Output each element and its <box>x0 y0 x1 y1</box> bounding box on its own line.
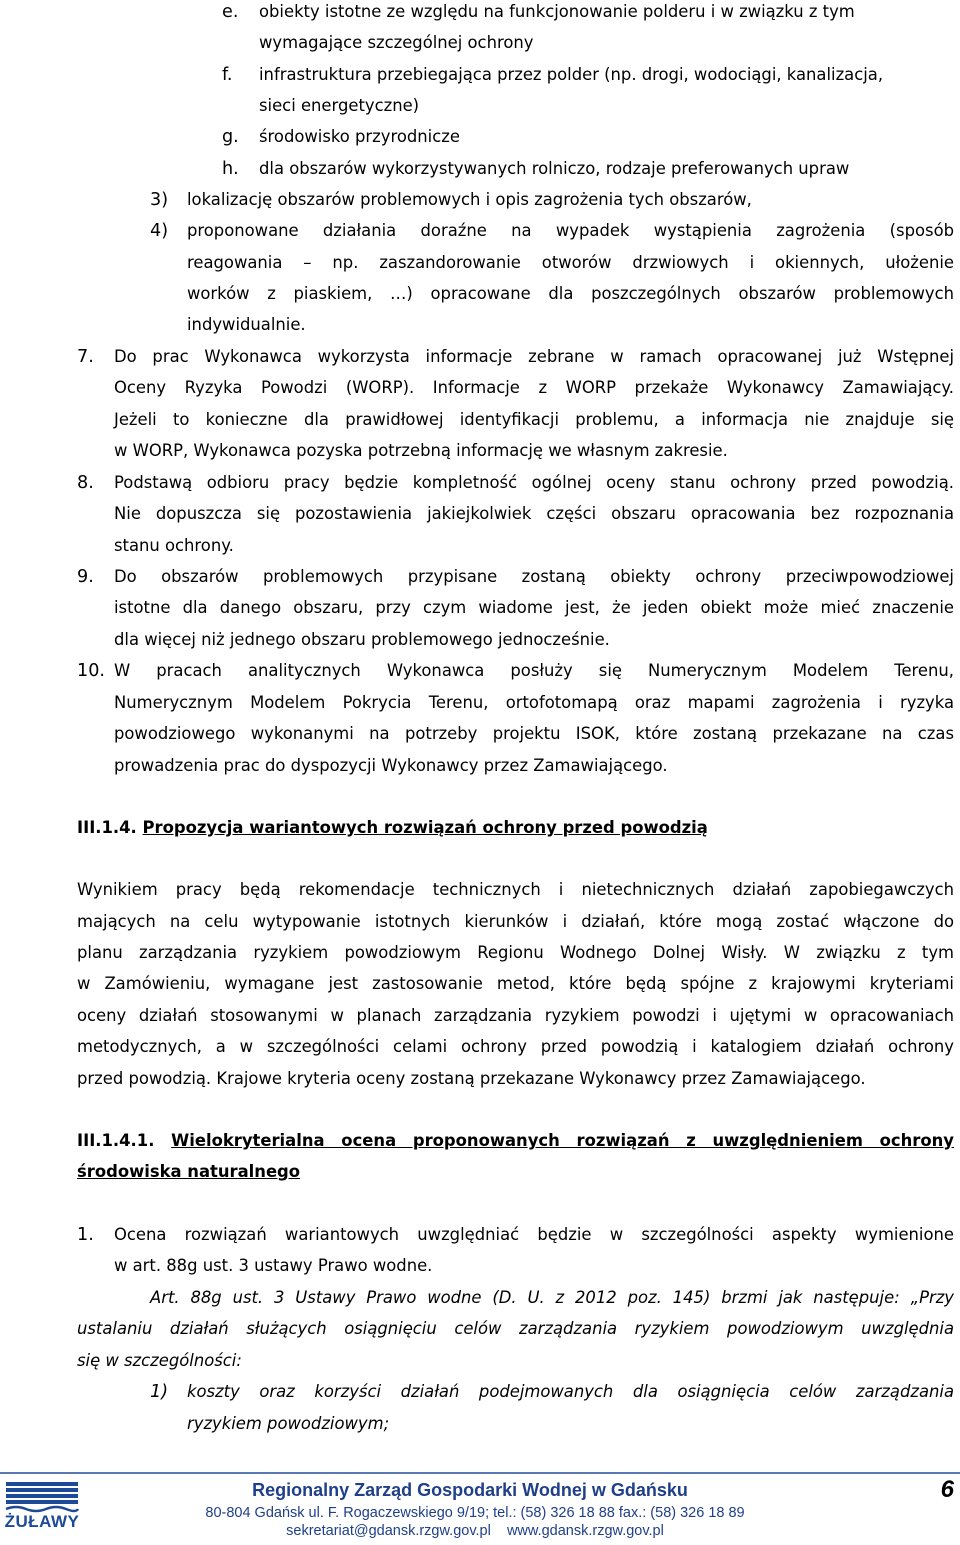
list-marker-g: g. <box>222 127 239 147</box>
list-item-h-line-1: dla obszarów wykorzystywanych rolniczo, rodzaje preferowanych upraw <box>259 159 850 178</box>
paragraph-line-3: planu zarządzania ryzykiem powodziowym Regionu Wodnego Dolnej Wisły. W związku z tym <box>77 943 954 962</box>
quote-line-2: ustalaniu działań służących osiągnięciu celów zarządzania ryzykiem powodziowym uwzględnia <box>77 1319 954 1338</box>
list-item-7-line-2: Oceny Ryzyka Powodzi (WORP). Informacje z WORP przekaże Wykonawcy Zamawiający. <box>114 378 954 397</box>
list-item-4-line-3: worków z piaskiem, …) opracowane dla poszczególnych obszarów problemowych <box>187 284 954 303</box>
quote-list-item-1-line-1: koszty oraz korzyści działań podejmowanych dla osiągnięcia celów zarządzania <box>187 1382 954 1401</box>
list-marker-7: 7. <box>77 347 94 367</box>
list-item-8-line-1: Podstawą odbioru pracy będzie kompletność ogólnej oceny stanu ochrony przed powodzią. <box>114 473 954 492</box>
list-item-1-line-1: Ocena rozwiązań wariantowych uwzględniać będzie w szczególności aspekty wymienione <box>114 1225 954 1244</box>
subsection-title-line-2: środowiska naturalnego <box>77 1162 301 1181</box>
list-item-3-line-1: lokalizację obszarów problemowych i opis zagrożenia tych obszarów, <box>187 190 752 209</box>
list-item-10-line-3: powodziowego wykonanymi na potrzeby projektu ISOK, które zostaną przekazane na czas <box>114 724 954 743</box>
list-marker-9: 9. <box>77 567 94 587</box>
list-item-4-line-4: indywidualnie. <box>187 315 306 334</box>
footer-divider <box>0 1472 960 1474</box>
list-item-7-line-4: w WORP, Wykonawca pozyska potrzebną informację we własnym zakresie. <box>114 441 728 460</box>
section-title: Propozycja wariantowych rozwiązań ochrony przed powodzią <box>142 818 708 837</box>
list-marker-10: 10. <box>77 661 105 681</box>
quote-list-item-1-line-2: ryzykiem powodziowym; <box>187 1414 390 1433</box>
list-marker-8: 8. <box>77 473 94 493</box>
footer-contacts <box>150 1523 800 1539</box>
list-item-e-line-2: wymagające szczególnej ochrony <box>259 33 534 52</box>
website-link[interactable]: www.gdansk.rzgw.gov.pl <box>506 1523 664 1539</box>
list-marker-3: 3) <box>150 190 169 210</box>
subsection-number: III.1.4.1. <box>77 1131 155 1150</box>
list-item-g-line-1: środowisko przyrodnicze <box>259 127 460 146</box>
list-item-9-line-3: dla więcej niż jednego obszaru problemowego jednocześnie. <box>114 630 610 649</box>
list-item-10-line-2: Numerycznym Modelem Pokrycia Terenu, ortofotomapą oraz mapami zagrożenia i ryzyka <box>114 693 954 712</box>
list-item-f-line-1: infrastruktura przebiegająca przez polder (np. drogi, wodociągi, kanalizacja, <box>259 65 884 84</box>
email-link[interactable]: sekretariat@gdansk.rzgw.gov.pl <box>286 1523 491 1539</box>
list-item-4-line-1: proponowane działania doraźne na wypadek wystąpienia zagrożenia (sposób <box>187 221 954 240</box>
list-item-f-line-2: sieci energetyczne) <box>259 96 420 115</box>
section-number: III.1.4. <box>77 818 137 837</box>
paragraph-line-4: w Zamówieniu, wymagane jest zastosowanie metod, które będą spójne z krajowymi kryteriami <box>77 974 954 993</box>
quote-list-marker-1: 1) <box>150 1382 169 1402</box>
paragraph-line-5: oceny działań stosowanymi w planach zarządzania ryzykiem powodzi i ujętymi w opracowaniach <box>77 1006 954 1025</box>
section-heading-III-1-4 <box>77 817 708 839</box>
list-item-7-line-3: Jeżeli to konieczne dla prawidłowej identyfikacji problemu, a informacja nie znajduje się <box>114 410 954 429</box>
paragraph-line-7: przed powodzią. Krajowe kryteria oceny zostaną przekazane Wykonawcy przez Zamawiającego. <box>77 1069 866 1088</box>
list-item-4-line-2: reagowania – np. zaszandorowanie otworów drzwiowych i okiennych, ułożenie <box>187 253 954 272</box>
organization-name: Regionalny Zarząd Gospodarki Wodnej w Gdańsku <box>252 1480 688 1500</box>
list-marker-e: e. <box>222 2 239 22</box>
list-item-8-line-3: stanu ochrony. <box>114 536 234 555</box>
list-item-8-line-2: Nie dopuszcza się pozostawienia jakiejkolwiek części obszaru opracowania bez rozpoznania <box>114 504 954 523</box>
section-heading-III-1-4-1 <box>77 1130 954 1152</box>
subsection-title-line-1: Wielokryterialna ocena proponowanych rozwiązań z uwzględnieniem ochrony <box>171 1131 954 1150</box>
organization-address: 80-804 Gdańsk ul. F. Rogaczewskiego 9/19; tel.: (58) 326 18 88 fax.: (58) 326 18 89 <box>205 1505 745 1521</box>
list-item-1-line-2: w art. 88g ust. 3 ustawy Prawo wodne. <box>114 1256 433 1275</box>
list-marker-1: 1. <box>77 1225 94 1245</box>
paragraph-line-1: Wynikiem pracy będą rekomendacje technicznych i nietechnicznych działań zapobiegawczych <box>77 880 954 899</box>
list-item-10-line-1: W pracach analitycznych Wykonawca posłuży się Numerycznym Modelem Terenu, <box>114 661 954 680</box>
page-footer <box>0 1470 960 1545</box>
paragraph-line-6: metodycznych, a w szczególności celami ochrony przed powodzią i katalogiem działań ochrony <box>77 1037 954 1056</box>
list-item-7-line-1: Do prac Wykonawca wykorzysta informacje zebrane w ramach opracowanej już Wstępnej <box>114 347 954 366</box>
quote-line-3: się w szczególności: <box>77 1351 242 1370</box>
paragraph-line-2: mających na celu wytypowanie istotnych kierunków i działań, które mogą zostać włączone do <box>77 912 954 931</box>
page-number: 6 <box>940 1476 954 1503</box>
list-item-e-line-1: obiekty istotne ze względu na funkcjonowanie polderu i w związku z tym <box>259 2 855 21</box>
logo-text: ŻUŁAWY <box>4 1512 80 1531</box>
list-item-9-line-2: istotne dla danego obszaru, przy czym wiadome jest, że jeden obiekt może mieć znaczenie <box>114 598 954 617</box>
list-item-9-line-1: Do obszarów problemowych przypisane zostaną obiekty ochrony przeciwpowodziowej <box>114 567 954 586</box>
list-marker-4: 4) <box>150 221 169 241</box>
list-item-10-line-4: prowadzenia prac do dyspozycji Wykonawcy przez Zamawiającego. <box>114 756 668 775</box>
quote-line-1: Art. 88g ust. 3 Ustawy Prawo wodne (D. U. z 2012 poz. 145) brzmi jak następuje: „Przy <box>150 1288 954 1307</box>
list-marker-h: h. <box>222 159 239 179</box>
list-marker-f: f. <box>222 65 233 85</box>
